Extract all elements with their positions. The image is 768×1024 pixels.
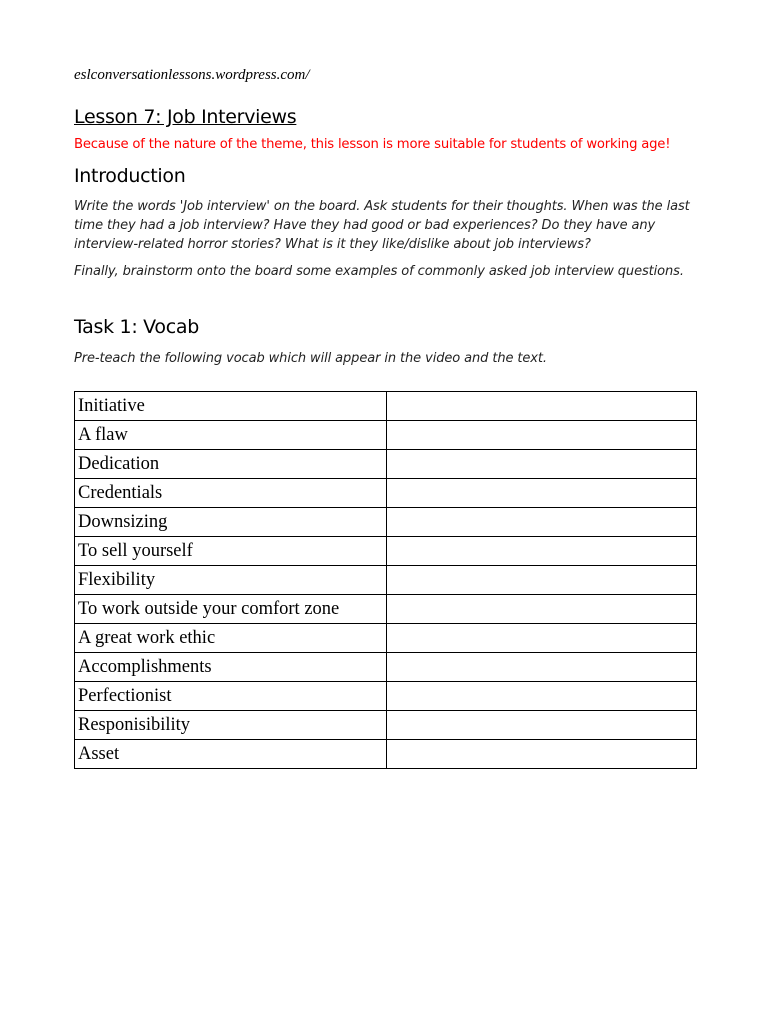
- vocab-definition-cell: [387, 392, 697, 421]
- vocab-term: A great work ethic: [75, 624, 387, 653]
- vocab-definition-cell: [387, 595, 697, 624]
- vocab-definition-cell: [387, 450, 697, 479]
- vocab-definition-cell: [387, 566, 697, 595]
- vocab-term: Responisibility: [75, 711, 387, 740]
- table-row: [75, 566, 697, 595]
- vocab-term: Asset: [75, 740, 387, 769]
- table-row: [75, 624, 697, 653]
- vocab-definition-cell: [387, 740, 697, 769]
- table-row: [75, 740, 697, 769]
- vocab-definition-cell: [387, 537, 697, 566]
- vocab-term: Accomplishments: [75, 653, 387, 682]
- task1-instruction: Pre-teach the following vocab which will appear in the video and the text.: [74, 351, 547, 366]
- vocab-term: A flaw: [75, 421, 387, 450]
- table-row: [75, 508, 697, 537]
- table-row: [75, 653, 697, 682]
- introduction-paragraph-1: Write the words 'Job interview' on the board. Ask students for their thoughts. When was the last time they had a job interview? Have they had good or bad experiences? Do they have any interview-related horror stories? What is it they like/dislike about job interviews?: [74, 199, 690, 252]
- source-url: eslconversationlessons.wordpress.com/: [74, 67, 310, 83]
- table-row: [75, 682, 697, 711]
- vocab-term: Dedication: [75, 450, 387, 479]
- introduction-heading: Introduction: [74, 165, 186, 187]
- table-row: [75, 595, 697, 624]
- table-row: [75, 392, 697, 421]
- vocab-term: Flexibility: [75, 566, 387, 595]
- table-row: [75, 479, 697, 508]
- vocab-term: Perfectionist: [75, 682, 387, 711]
- vocab-definition-cell: [387, 682, 697, 711]
- table-row: [75, 537, 697, 566]
- vocab-table: [74, 391, 697, 769]
- vocab-term: To sell yourself: [75, 537, 387, 566]
- vocab-definition-cell: [387, 421, 697, 450]
- vocab-definition-cell: [387, 624, 697, 653]
- vocab-definition-cell: [387, 653, 697, 682]
- task1-heading: Task 1: Vocab: [74, 316, 199, 338]
- vocab-definition-cell: [387, 508, 697, 537]
- age-warning-note: Because of the nature of the theme, this lesson is more suitable for students of working age!: [74, 137, 671, 152]
- vocab-definition-cell: [387, 711, 697, 740]
- table-row: [75, 450, 697, 479]
- vocab-definition-cell: [387, 479, 697, 508]
- lesson-title: Lesson 7: Job Interviews: [74, 106, 297, 128]
- introduction-paragraph-2: Finally, brainstorm onto the board some examples of commonly asked job interview questions.: [74, 264, 684, 279]
- vocab-term: Initiative: [75, 392, 387, 421]
- vocab-term: Credentials: [75, 479, 387, 508]
- vocab-term: To work outside your comfort zone: [75, 595, 387, 624]
- table-row: [75, 421, 697, 450]
- vocab-term: Downsizing: [75, 508, 387, 537]
- table-row: [75, 711, 697, 740]
